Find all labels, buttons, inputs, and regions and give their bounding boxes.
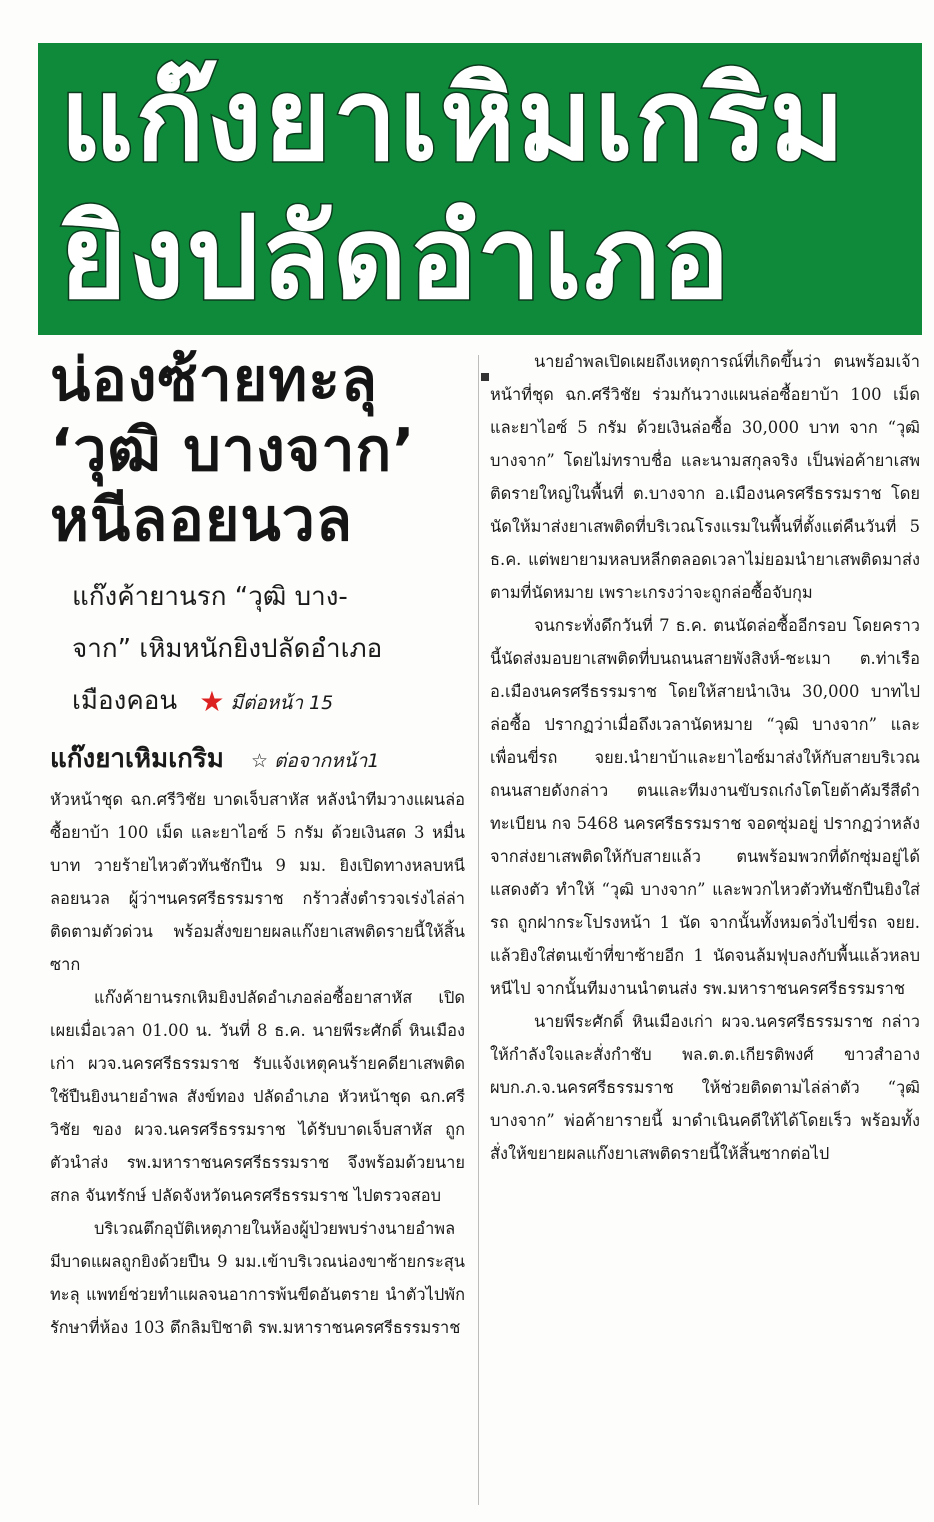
right-body bbox=[490, 345, 920, 1170]
left-body bbox=[50, 783, 465, 1344]
headline-line-2: ยิงปลัดอำเภอ bbox=[60, 191, 732, 324]
right-column bbox=[490, 345, 920, 1170]
jump-from: ☆ ต่อจากหน้า1 bbox=[251, 750, 380, 772]
column-bullet-icon bbox=[481, 373, 489, 381]
right-paragraph-3: นายพีระศักดิ์ หินเมืองเก่า ผวจ.นครศรีธรรมราช กล่าวให้กำลังใจและสั่งกำชับ พล.ต.ต.เกียรติพงศ์ ขาวสำอาง ผบก.ภ.จ.นครศรีธรรมราช ให้ช่วยติดตามไล่ล่าตัว “วุฒิ บางจาก” พ่อค้ายารายนี้ มาดำเนินคดีให้ได้โดยเร็ว พร้อมทั้งสั่งให้ขยายผลแก๊งยาเสพติดรายนี้ให้สิ้นซากต่อไป bbox=[490, 1012, 920, 1163]
star-icon: ★ bbox=[199, 685, 225, 718]
right-paragraph-2: จนกระทั่งดึกวันที่ 7 ธ.ค. ตนนัดล่อซื้ออีกรอบ โดยคราวนี้นัดส่งมอบยาเสพติดที่บนถนนสายพังสิงห์-ชะเมา ต.ท่าเรือ อ.เมืองนครศรีธรรมราช โดยให้สายนำเงิน 30,000 บาทไปล่อซื้อ ปรากฏว่าเมื่อถึงเวลานัดหมาย “วุฒิ บางจาก” และเพื่อนขี่รถ จยย.นำยาบ้าและยาไอซ์มาส่งให้กับสายบริเวณถนนสายดังกล่าว ตนและทีมงานขับรถเก๋งโตโยต้าคัมรีสีดำ ทะเบียน กจ 5468 นครศรีธรรมราช จอดซุ่มอยู่ ปรากฏว่าหลังจากส่งยาเสพติดให้กับสายแล้ว ตนพร้อมพวกที่ดักซุ่มอยู่ได้แสดงตัว ทำให้ “วุฒิ บางจาก” และพวกไหวตัวทันชักปืนยิงใส่รถ ถูกฝากระโปรงหน้า 1 นัด จากนั้นทั้งหมดวิ่งไปขี่รถ จยย. แล้วยิงใส่ตนเข้าที่ขาซ้ายอีก 1 นัดจนล้มฟุบลงกับพื้นแล้วหลบหนีไป จากนั้นทีมงานนำตนส่ง รพ.มหาราชนครศรีธรรมราช bbox=[490, 616, 920, 998]
right-paragraph-1: นายอำพลเปิดเผยถึงเหตุการณ์ที่เกิดขึ้นว่า ตนพร้อมเจ้าหน้าที่ชุด ฉก.ศรีวิชัย ร่วมกันวางแผนล่อซื้อยาบ้า 100 เม็ด และยาไอซ์ 5 กรัม ด้วยเงินล่อซื้อ 30,000 บาท จาก “วุฒิ บางจาก” โดยไม่ทราบชื่อ และนามสกุลจริง เป็นพ่อค้ายาเสพติดรายใหญ่ในพื้นที่ ต.บางจาก อ.เมืองนครศรีธรรมราช โดยนัดให้มาส่งยาเสพติดที่บริเวณโรงแรมในพื้นที่ตั้งแต่คืนวันที่ 5 ธ.ค. แต่พยายามหลบหลีกตลอดเวลาไม่ยอมนำยาเสพติดมาส่งตามที่นัดหมาย เพราะเกรงว่าจะถูกล่อซื้อจับกุม bbox=[490, 352, 920, 602]
deck bbox=[50, 571, 465, 729]
continued-text: มีต่อหน้า 15 bbox=[230, 692, 334, 714]
left-paragraph-2: แก๊งค้ายานรกเหิมยิงปลัดอำเภอล่อซื้อยาสาหัส เปิดเผยเมื่อเวลา 01.00 น. วันที่ 8 ธ.ค. นายพีระศักดิ์ หินเมืองเก่า ผวจ.นครศรีธรรมราช รับแจ้งเหตุคนร้ายคดียาเสพติดใช้ปืนยิงนายอำพล สังข์ทอง ปลัดอำเภอ หัวหน้าชุด ฉก.ศรีวิชัย ของ ผวจ.นครศรีธรรมราช ได้รับบาดเจ็บสาหัส ถูกตัวนำส่ง รพ.มหาราชนครศรีธรรมราช จึงพร้อมด้วยนายสกล จันทรักษ์ ปลัดจังหวัดนครศรีธรรมราช ไปตรวจสอบ bbox=[50, 988, 465, 1205]
continued-note bbox=[199, 685, 334, 718]
deck-line-1: แก๊งค้ายานรก “วุฒิ บาง- bbox=[72, 582, 348, 612]
headline-line-1: แก๊งยาเหิมเกริม bbox=[60, 53, 847, 186]
headline-banner bbox=[38, 43, 922, 335]
left-column bbox=[50, 345, 465, 1344]
subhead-line-2: ‘วุฒิ บางจาก’ bbox=[50, 415, 416, 484]
left-paragraph-1: หัวหน้าชุด ฉก.ศรีวิชัย บาดเจ็บสาหัส หลังนำทีมวางแผนล่อซื้อยาบ้า 100 เม็ด และยาไอซ์ 5 กรัม ด้วยเงินสด 3 หมื่นบาท วายร้ายไหวตัวทันชักปืน 9 มม. ยิงเปิดทางหลบหนีลอยนวล ผู้ว่าฯนครศรีธรรมราช กร้าวสั่งตำรวจเร่งไล่ล่าติดตามตัวด่วน พร้อมสั่งขยายผลแก๊งยาเสพติดรายนี้ให้สิ้นซาก bbox=[50, 790, 465, 974]
deck-line-2: จาก” เหิมหนักยิงปลัดอำเภอ bbox=[72, 634, 383, 664]
left-paragraph-3: บริเวณตึกอุบัติเหตุภายในห้องผู้ป่วยพบร่างนายอำพลมีบาดแผลถูกยิงด้วยปืน 9 มม.เข้าบริเวณน่องขาซ้ายกระสุนทะลุ แพทย์ช่วยทำแผลจนอาการพ้นขีดอันตราย นำตัวไปพักรักษาที่ห้อง 103 ตึกลิมปิชาติ รพ.มหาราชนครศรีธรรมราช bbox=[50, 1219, 465, 1337]
jump-from-text: ต่อจากหน้า1 bbox=[274, 750, 380, 772]
deck-line-3: เมืองคอน bbox=[72, 686, 178, 716]
deck-line-3-row bbox=[72, 675, 465, 729]
subhead-line-1: น่องซ้ายทะลุ bbox=[50, 345, 379, 414]
column-divider bbox=[478, 355, 479, 1505]
jump-header bbox=[50, 737, 465, 783]
subhead-line-3: หนีลอยนวล bbox=[50, 485, 353, 554]
jump-title: แก๊งยาเหิมเกริม bbox=[50, 744, 224, 774]
